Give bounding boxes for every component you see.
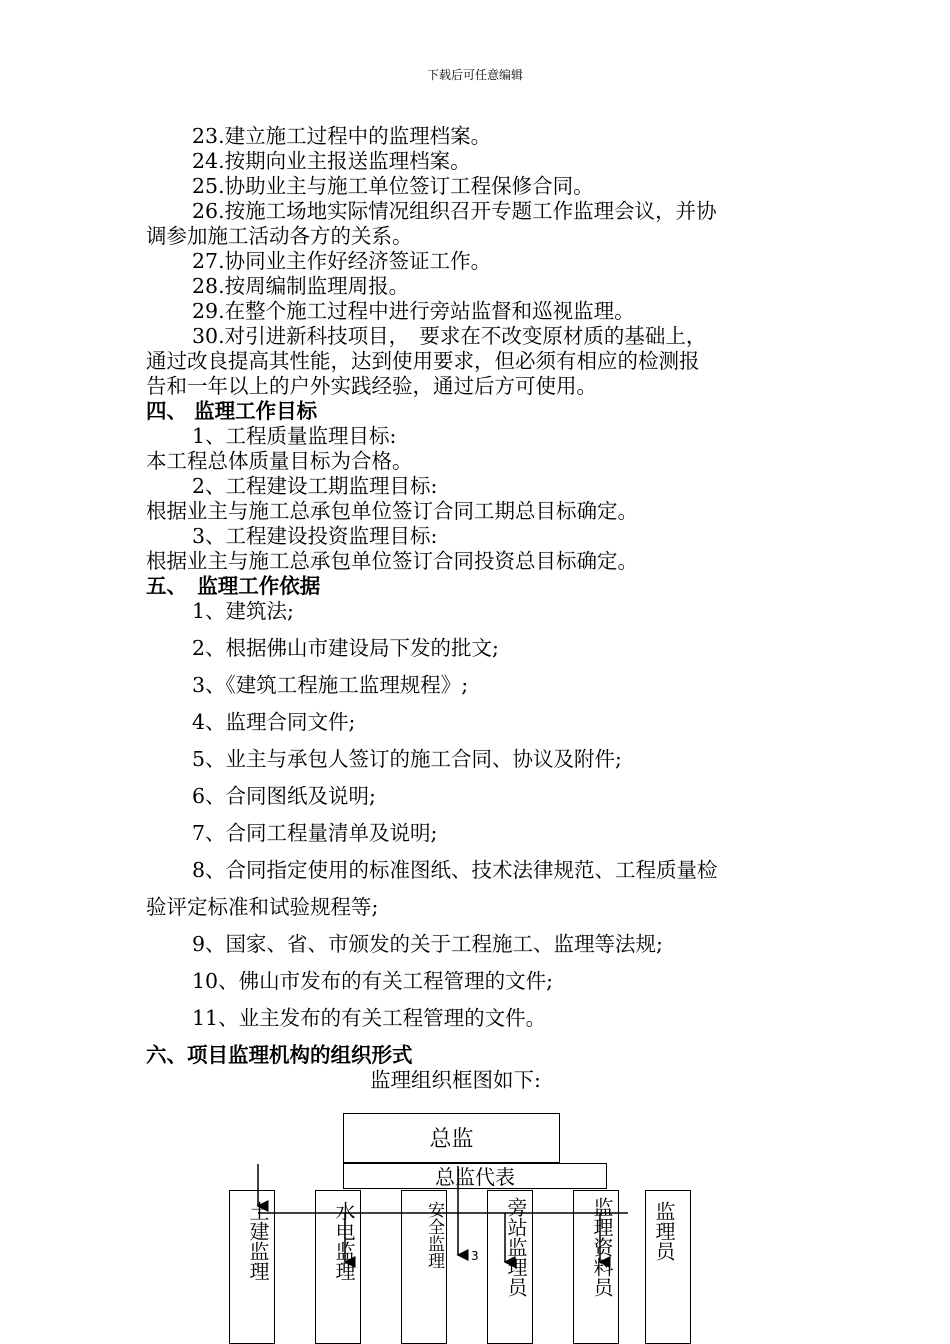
page-number: 3 bbox=[471, 1249, 479, 1263]
text-line: 2、工程建设工期监理目标: bbox=[192, 474, 438, 498]
text-line: 通过改良提高其性能，达到使用要求，但必须有相应的检测报 bbox=[146, 349, 700, 373]
unit-box-civil bbox=[229, 1190, 275, 1344]
text-line: 本工程总体质量目标为合格。 bbox=[146, 449, 413, 473]
unit-label: 监理资料员 bbox=[590, 1197, 614, 1297]
text-line: 11、业主发布的有关工程管理的文件。 bbox=[192, 1006, 547, 1030]
unit-box-mep bbox=[315, 1190, 361, 1344]
text-line: 6、合同图纸及说明; bbox=[192, 784, 376, 808]
text-line: 告和一年以上的户外实践经验，通过后方可使用。 bbox=[146, 374, 597, 398]
text-line: 24.按期向业主报送监理档案。 bbox=[192, 149, 471, 173]
text-line: 9、国家、省、市颁发的关于工程施工、监理等法规; bbox=[192, 932, 663, 956]
text-line: 5、业主与承包人签订的施工合同、协议及附件; bbox=[192, 747, 622, 771]
text-line: 10、佛山市发布的有关工程管理的文件; bbox=[192, 969, 553, 993]
text-line: 根据业主与施工总承包单位签订合同投资总目标确定。 bbox=[146, 549, 638, 573]
chart-caption: 监理组织框图如下: bbox=[370, 1068, 541, 1092]
text-line: 3、《建筑工程施工监理规程》; bbox=[192, 673, 469, 697]
text-line: 25.协助业主与施工单位签订工程保修合同。 bbox=[192, 174, 594, 198]
text-line: 1、工程质量监理目标: bbox=[192, 424, 397, 448]
deputy-label: 总监代表 bbox=[435, 1165, 515, 1189]
text-line: 2、根据佛山市建设局下发的批文; bbox=[192, 636, 499, 660]
director-box bbox=[343, 1113, 560, 1163]
unit-box-records bbox=[573, 1190, 619, 1344]
unit-label: 安全监理 bbox=[424, 1201, 444, 1269]
unit-label: 土建监理 bbox=[246, 1201, 270, 1281]
text-line: 28.按周编制监理周报。 bbox=[192, 274, 410, 298]
text-line: 30.对引进新科技项目， 要求在不改变原材质的基础上， bbox=[192, 324, 707, 348]
section-heading: 六、项目监理机构的组织形式 bbox=[146, 1043, 413, 1067]
page-header: 下载后可任意编辑 bbox=[426, 68, 523, 82]
text-line: 26.按施工场地实际情况组织召开专题工作监理会议，并协 bbox=[192, 199, 717, 223]
unit-label: 水电监理 bbox=[332, 1201, 356, 1281]
text-line: 调参加施工活动各方的关系。 bbox=[146, 224, 413, 248]
section-heading: 五、 监理工作依据 bbox=[146, 574, 321, 598]
text-line: 8、合同指定使用的标准图纸、技术法律规范、工程质量检 bbox=[192, 858, 718, 882]
unit-label: 旁站监理员 bbox=[504, 1197, 528, 1297]
text-line: 7、合同工程量清单及说明; bbox=[192, 821, 438, 845]
text-line: 23.建立施工过程中的监理档案。 bbox=[192, 124, 492, 148]
text-line: 4、监理合同文件; bbox=[192, 710, 356, 734]
text-line: 29.在整个施工过程中进行旁站监督和巡视监理。 bbox=[192, 299, 635, 323]
unit-box-sidestation bbox=[487, 1190, 533, 1344]
deputy-box bbox=[343, 1163, 607, 1189]
unit-label: 监理员 bbox=[652, 1201, 676, 1261]
unit-box-supervisor bbox=[645, 1190, 691, 1344]
text-line: 1、建筑法; bbox=[192, 599, 294, 623]
section-heading: 四、 监理工作目标 bbox=[146, 399, 318, 423]
text-line: 27.协同业主作好经济签证工作。 bbox=[192, 249, 492, 273]
text-line: 根据业主与施工总承包单位签订合同工期总目标确定。 bbox=[146, 499, 638, 523]
text-line: 验评定标准和试验规程等; bbox=[146, 895, 379, 919]
director-label: 总监 bbox=[429, 1127, 474, 1152]
unit-box-safety bbox=[401, 1190, 447, 1344]
text-line: 3、工程建设投资监理目标: bbox=[192, 524, 438, 548]
